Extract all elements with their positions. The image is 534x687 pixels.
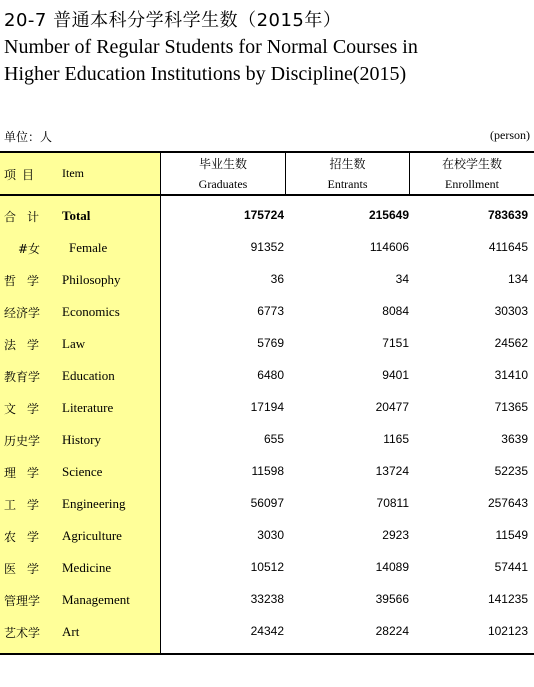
enrollment-value: 134: [507, 272, 528, 286]
row-label-en: Science: [62, 464, 103, 479]
entrants-value: 215649: [368, 208, 409, 222]
row-label-en: Education: [62, 368, 115, 383]
entrants-value: 14089: [375, 560, 409, 574]
entrants-value: 2923: [382, 528, 409, 542]
row-label-cn: 历史学: [4, 434, 41, 448]
unit-label-en: (person): [490, 128, 530, 142]
graduates-value: 33238: [250, 592, 284, 606]
row-label-en: Management: [62, 592, 130, 607]
entrants-value: 1165: [383, 432, 409, 446]
row-label-cn: 理学: [4, 466, 51, 480]
graduates-value: 10512: [250, 560, 284, 574]
row-label-en: Economics: [62, 304, 120, 319]
table-row: [0, 232, 534, 264]
header-entrants: [286, 153, 409, 192]
entrants-value: 20477: [375, 400, 409, 414]
enrollment-value: 257643: [487, 496, 528, 510]
row-label-cn: 文学: [4, 402, 51, 416]
enrollment-value: 102123: [487, 624, 528, 638]
graduates-value: 5769: [257, 336, 284, 350]
table-title-en-line2: Higher Education Institutions by Discipline(2015): [4, 63, 407, 85]
table-row-total: [0, 200, 534, 232]
header-enrollment-en: Enrollment: [445, 177, 499, 191]
table-row: [0, 328, 534, 360]
row-label-cn: 工学: [4, 498, 51, 512]
header-item-cn: 项目: [4, 168, 41, 182]
header-entrants-cn: 招生数: [329, 157, 366, 171]
header-graduates-en: Graduates: [198, 177, 248, 191]
unit-label-cn: 单位：人: [4, 130, 53, 144]
enrollment-value: 57441: [494, 560, 528, 574]
enrollment-value: 52235: [494, 464, 528, 478]
row-label-cn: 经济学: [4, 306, 41, 320]
header-entrants-en: Entrants: [327, 177, 368, 191]
graduates-value: 655: [263, 432, 284, 446]
row-label-en: Total: [62, 208, 91, 223]
row-label-cn: 医学: [4, 562, 51, 576]
table-row: [0, 456, 534, 488]
table-row: [0, 360, 534, 392]
header-graduates-cn: 毕业生数: [198, 157, 247, 171]
header-graduates: [161, 153, 285, 192]
enrollment-value: 783639: [487, 208, 528, 222]
enrollment-value: 31410: [494, 368, 528, 382]
row-label-cn: 农学: [4, 530, 51, 544]
table-row: [0, 584, 534, 616]
graduates-value: 3030: [257, 528, 284, 542]
row-label-cn: 艺术学: [4, 626, 41, 640]
entrants-value: 7151: [382, 336, 409, 350]
table-bottom-rule: [0, 653, 534, 655]
graduates-value: 24342: [250, 624, 284, 638]
row-label-cn: 哲学: [4, 274, 51, 288]
table-header-rule: [0, 194, 534, 196]
graduates-value: 6773: [257, 304, 284, 318]
table-row: [0, 264, 534, 296]
row-label-en: History: [62, 432, 101, 447]
entrants-value: 8084: [382, 304, 409, 318]
row-label-en: Literature: [62, 400, 114, 415]
graduates-value: 36: [270, 272, 284, 286]
table-title-cn: 20-7 普通本科分学科学生数（2015年）: [4, 10, 342, 31]
row-label-cn: 法学: [4, 338, 51, 352]
row-label-en: Agriculture: [62, 528, 122, 543]
row-label-cn: 合计: [4, 210, 51, 224]
header-enrollment-cn: 在校学生数: [441, 157, 502, 171]
graduates-value: 175724: [243, 208, 284, 222]
row-label-cn: 管理学: [4, 594, 41, 608]
table-row: [0, 552, 534, 584]
entrants-value: 114606: [369, 240, 409, 254]
header-item-en: Item: [62, 166, 84, 180]
enrollment-value: 411645: [488, 240, 528, 254]
table-title-en-line1: Number of Regular Students for Normal Courses in: [4, 36, 418, 58]
entrants-value: 39566: [375, 592, 409, 606]
table-row: [0, 488, 534, 520]
entrants-value: 9401: [382, 368, 409, 382]
entrants-value: 28224: [375, 624, 409, 638]
row-label-cn: #女: [18, 242, 41, 256]
entrants-value: 13724: [375, 464, 409, 478]
graduates-value: 91352: [250, 240, 284, 254]
graduates-value: 56097: [250, 496, 284, 510]
table-row: [0, 616, 534, 648]
graduates-value: 11598: [251, 464, 284, 478]
row-label-en: Law: [62, 336, 86, 351]
graduates-value: 6480: [257, 368, 284, 382]
row-label-cn: 教育学: [4, 370, 41, 384]
enrollment-value: 24562: [494, 336, 528, 350]
enrollment-value: 3639: [501, 432, 528, 446]
row-label-en: Medicine: [62, 560, 112, 575]
row-label-en: Philosophy: [62, 272, 121, 287]
table-row: [0, 424, 534, 456]
enrollment-value: 30303: [494, 304, 528, 318]
header-enrollment: [410, 153, 534, 192]
graduates-value: 17194: [250, 400, 284, 414]
entrants-value: 70811: [376, 496, 409, 510]
enrollment-value: 71365: [494, 400, 528, 414]
row-label-en: Engineering: [62, 496, 126, 511]
table-row: [0, 392, 534, 424]
row-label-en: Female: [69, 240, 108, 255]
table-row: [0, 520, 534, 552]
table-row: [0, 296, 534, 328]
entrants-value: 34: [395, 272, 409, 286]
row-label-en: Art: [62, 624, 80, 639]
enrollment-value: 141235: [487, 592, 528, 606]
enrollment-value: 11549: [495, 528, 528, 542]
